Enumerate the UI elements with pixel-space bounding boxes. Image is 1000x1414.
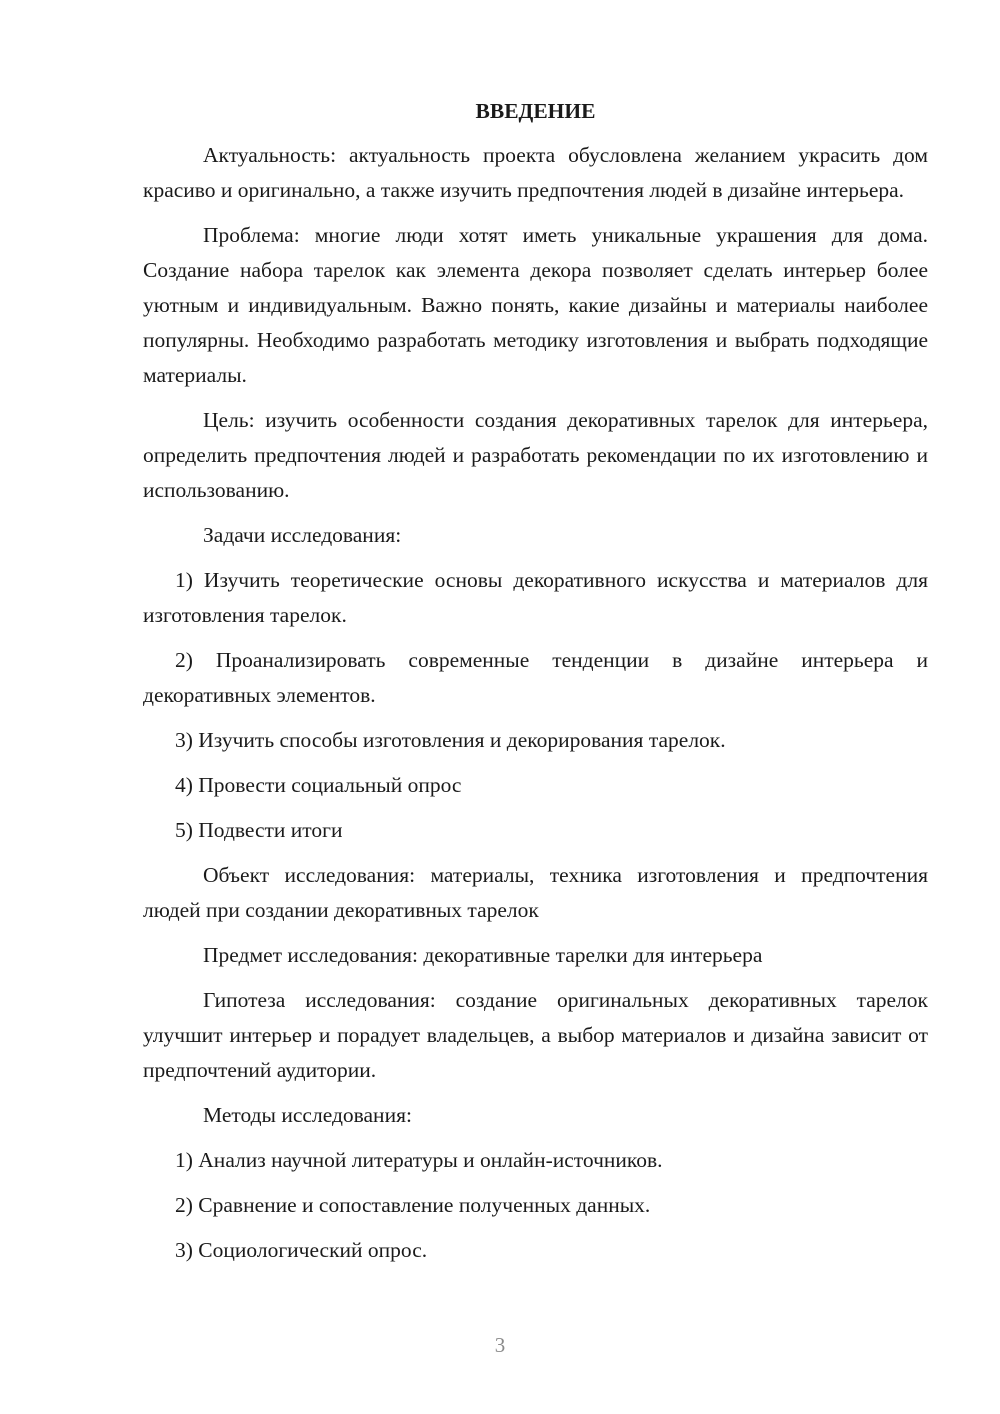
- paragraph-object: Объект исследования: материалы, техника изготовления и предпочтения людей при создании декоративных тарелок: [143, 863, 928, 922]
- page-content: [143, 94, 928, 1278]
- task-item-5: 5) Подвести итоги: [175, 818, 343, 842]
- paragraph-hypothesis: Гипотеза исследования: создание оригинальных декоративных тарелок улучшит интерьер и порадует владельцев, а выбор материалов и дизайна зависит от предпочтений аудитории.: [143, 988, 928, 1082]
- page-title: ВВЕДЕНИЕ: [475, 99, 596, 123]
- paragraph-subject: Предмет исследования: декоративные тарелки для интерьера: [203, 943, 763, 967]
- task-item-3: 3) Изучить способы изготовления и декорирования тарелок.: [175, 728, 726, 752]
- task-item-2: 2) Проанализировать современные тенденции в дизайне интерьера и декоративных элементов.: [143, 648, 928, 707]
- task-item-4: 4) Провести социальный опрос: [175, 773, 462, 797]
- paragraph-tasks-heading: Задачи исследования:: [203, 523, 402, 547]
- method-item-3: 3) Социологический опрос.: [175, 1238, 428, 1262]
- paragraph-methods-heading: Методы исследования:: [203, 1103, 412, 1127]
- page-number: 3: [494, 1333, 506, 1357]
- paragraph-problem: Проблема: многие люди хотят иметь уникальные украшения для дома. Создание набора тарелок как элемента декора позволяет сделать интерьер более уютным и индивидуальным. Важно понять, какие дизайны и материалы наиболее популярны. Необходимо разработать методику изготовления и выбрать подходящие материалы.: [143, 223, 928, 387]
- paragraph-goal: Цель: изучить особенности создания декоративных тарелок для интерьера, определить предпочтения людей и разработать рекомендации по их изготовлению и использованию.: [143, 408, 928, 502]
- paragraph-relevance: Актуальность: актуальность проекта обусловлена желанием украсить дом красиво и оригинально, а также изучить предпочтения людей в дизайне интерьера.: [143, 143, 928, 202]
- method-item-2: 2) Сравнение и сопоставление полученных данных.: [175, 1193, 651, 1217]
- method-item-1: 1) Анализ научной литературы и онлайн-источников.: [175, 1148, 663, 1172]
- task-item-1: 1) Изучить теоретические основы декоративного искусства и материалов для изготовления тарелок.: [143, 568, 928, 627]
